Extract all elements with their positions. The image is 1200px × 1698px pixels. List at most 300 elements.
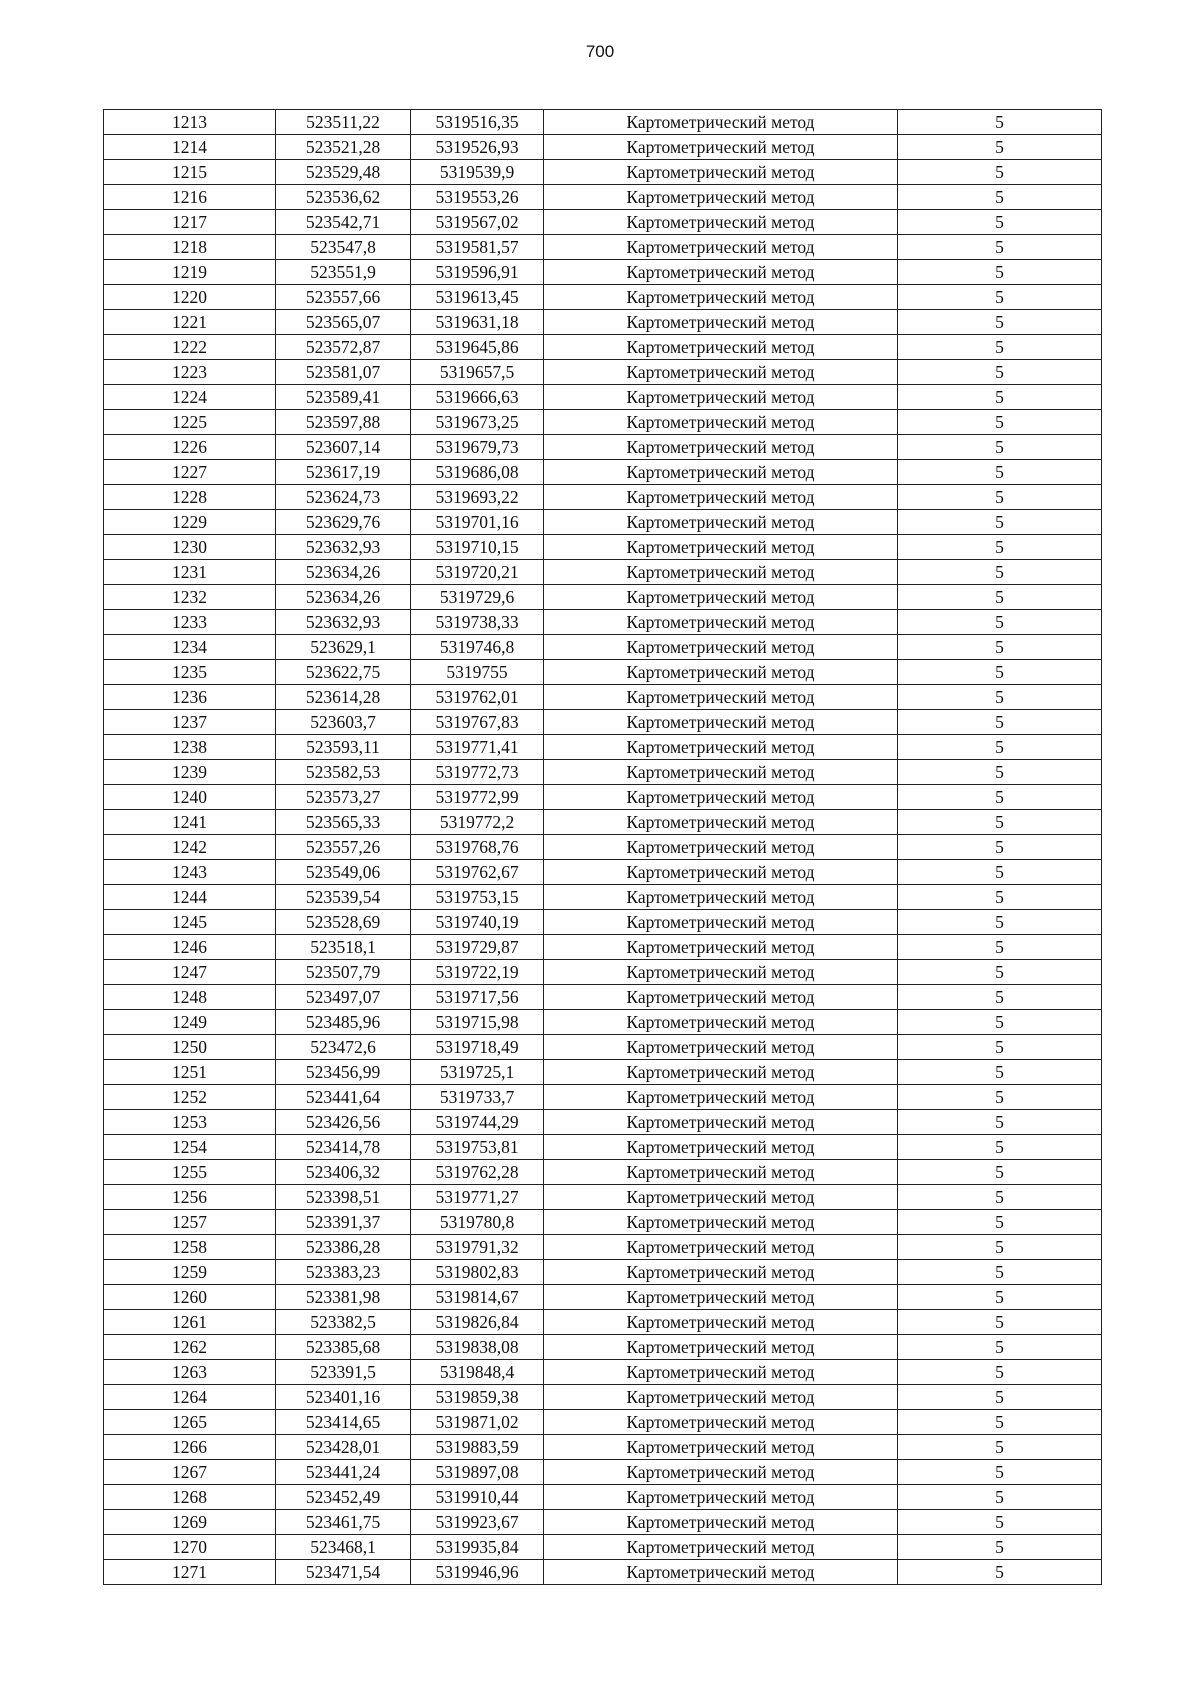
method-cell: Картометрический метод xyxy=(544,510,898,535)
x-coordinate-cell: 523565,33 xyxy=(276,810,411,835)
point-number-cell: 1257 xyxy=(104,1210,276,1235)
table-row xyxy=(104,860,1102,885)
accuracy-cell: 5 xyxy=(898,235,1102,260)
x-coordinate-cell: 523551,9 xyxy=(276,260,411,285)
y-coordinate-cell: 5319772,2 xyxy=(411,810,544,835)
x-coordinate-cell: 523629,1 xyxy=(276,635,411,660)
x-coordinate-cell: 523529,48 xyxy=(276,160,411,185)
y-coordinate-cell: 5319666,63 xyxy=(411,385,544,410)
accuracy-cell: 5 xyxy=(898,360,1102,385)
point-number-cell: 1248 xyxy=(104,985,276,1010)
accuracy-cell: 5 xyxy=(898,560,1102,585)
point-number-cell: 1271 xyxy=(104,1560,276,1585)
accuracy-cell: 5 xyxy=(898,1235,1102,1260)
method-cell: Картометрический метод xyxy=(544,735,898,760)
point-number-cell: 1232 xyxy=(104,585,276,610)
y-coordinate-cell: 5319613,45 xyxy=(411,285,544,310)
y-coordinate-cell: 5319772,73 xyxy=(411,760,544,785)
x-coordinate-cell: 523472,6 xyxy=(276,1035,411,1060)
point-number-cell: 1262 xyxy=(104,1335,276,1360)
accuracy-cell: 5 xyxy=(898,785,1102,810)
point-number-cell: 1228 xyxy=(104,485,276,510)
point-number-cell: 1252 xyxy=(104,1085,276,1110)
coordinates-table xyxy=(103,109,1102,1585)
table-row xyxy=(104,685,1102,710)
table-row xyxy=(104,1060,1102,1085)
y-coordinate-cell: 5319715,98 xyxy=(411,1010,544,1035)
method-cell: Картометрический метод xyxy=(544,1335,898,1360)
accuracy-cell: 5 xyxy=(898,510,1102,535)
table-row xyxy=(104,210,1102,235)
point-number-cell: 1240 xyxy=(104,785,276,810)
table-row xyxy=(104,135,1102,160)
coordinates-table-body xyxy=(104,110,1102,1585)
accuracy-cell: 5 xyxy=(898,585,1102,610)
table-row xyxy=(104,935,1102,960)
y-coordinate-cell: 5319553,26 xyxy=(411,185,544,210)
y-coordinate-cell: 5319673,25 xyxy=(411,410,544,435)
table-row xyxy=(104,1310,1102,1335)
point-number-cell: 1239 xyxy=(104,760,276,785)
method-cell: Картометрический метод xyxy=(544,1360,898,1385)
method-cell: Картометрический метод xyxy=(544,935,898,960)
accuracy-cell: 5 xyxy=(898,385,1102,410)
y-coordinate-cell: 5319729,6 xyxy=(411,585,544,610)
method-cell: Картометрический метод xyxy=(544,485,898,510)
point-number-cell: 1225 xyxy=(104,410,276,435)
point-number-cell: 1268 xyxy=(104,1485,276,1510)
method-cell: Картометрический метод xyxy=(544,210,898,235)
x-coordinate-cell: 523542,71 xyxy=(276,210,411,235)
table-row xyxy=(104,1435,1102,1460)
y-coordinate-cell: 5319693,22 xyxy=(411,485,544,510)
table-row xyxy=(104,1135,1102,1160)
method-cell: Картометрический метод xyxy=(544,385,898,410)
x-coordinate-cell: 523381,98 xyxy=(276,1285,411,1310)
method-cell: Картометрический метод xyxy=(544,1185,898,1210)
x-coordinate-cell: 523385,68 xyxy=(276,1335,411,1360)
point-number-cell: 1265 xyxy=(104,1410,276,1435)
table-row xyxy=(104,560,1102,585)
method-cell: Картометрический метод xyxy=(544,960,898,985)
y-coordinate-cell: 5319744,29 xyxy=(411,1110,544,1135)
method-cell: Картометрический метод xyxy=(544,760,898,785)
accuracy-cell: 5 xyxy=(898,1435,1102,1460)
method-cell: Картометрический метод xyxy=(544,1510,898,1535)
table-row xyxy=(104,1260,1102,1285)
method-cell: Картометрический метод xyxy=(544,1310,898,1335)
point-number-cell: 1269 xyxy=(104,1510,276,1535)
method-cell: Картометрический метод xyxy=(544,1010,898,1035)
method-cell: Картометрический метод xyxy=(544,1035,898,1060)
accuracy-cell: 5 xyxy=(898,285,1102,310)
y-coordinate-cell: 5319826,84 xyxy=(411,1310,544,1335)
method-cell: Картометрический метод xyxy=(544,660,898,685)
y-coordinate-cell: 5319897,08 xyxy=(411,1460,544,1485)
y-coordinate-cell: 5319686,08 xyxy=(411,460,544,485)
method-cell: Картометрический метод xyxy=(544,235,898,260)
accuracy-cell: 5 xyxy=(898,1535,1102,1560)
table-row xyxy=(104,710,1102,735)
y-coordinate-cell: 5319733,7 xyxy=(411,1085,544,1110)
point-number-cell: 1214 xyxy=(104,135,276,160)
accuracy-cell: 5 xyxy=(898,1110,1102,1135)
y-coordinate-cell: 5319596,91 xyxy=(411,260,544,285)
accuracy-cell: 5 xyxy=(898,260,1102,285)
y-coordinate-cell: 5319848,4 xyxy=(411,1360,544,1385)
accuracy-cell: 5 xyxy=(898,760,1102,785)
x-coordinate-cell: 523391,37 xyxy=(276,1210,411,1235)
method-cell: Картометрический метод xyxy=(544,435,898,460)
x-coordinate-cell: 523507,79 xyxy=(276,960,411,985)
y-coordinate-cell: 5319679,73 xyxy=(411,435,544,460)
accuracy-cell: 5 xyxy=(898,1260,1102,1285)
table-row xyxy=(104,410,1102,435)
method-cell: Картометрический метод xyxy=(544,860,898,885)
point-number-cell: 1213 xyxy=(104,110,276,135)
y-coordinate-cell: 5319838,08 xyxy=(411,1335,544,1360)
table-row xyxy=(104,960,1102,985)
method-cell: Картометрический метод xyxy=(544,310,898,335)
point-number-cell: 1216 xyxy=(104,185,276,210)
x-coordinate-cell: 523597,88 xyxy=(276,410,411,435)
y-coordinate-cell: 5319946,96 xyxy=(411,1560,544,1585)
x-coordinate-cell: 523518,1 xyxy=(276,935,411,960)
method-cell: Картометрический метод xyxy=(544,1110,898,1135)
y-coordinate-cell: 5319631,18 xyxy=(411,310,544,335)
y-coordinate-cell: 5319802,83 xyxy=(411,1260,544,1285)
y-coordinate-cell: 5319717,56 xyxy=(411,985,544,1010)
accuracy-cell: 5 xyxy=(898,435,1102,460)
x-coordinate-cell: 523607,14 xyxy=(276,435,411,460)
accuracy-cell: 5 xyxy=(898,960,1102,985)
point-number-cell: 1256 xyxy=(104,1185,276,1210)
y-coordinate-cell: 5319762,28 xyxy=(411,1160,544,1185)
table-row xyxy=(104,485,1102,510)
point-number-cell: 1244 xyxy=(104,885,276,910)
method-cell: Картометрический метод xyxy=(544,1460,898,1485)
table-row xyxy=(104,285,1102,310)
x-coordinate-cell: 523536,62 xyxy=(276,185,411,210)
accuracy-cell: 5 xyxy=(898,1510,1102,1535)
accuracy-cell: 5 xyxy=(898,985,1102,1010)
x-coordinate-cell: 523614,28 xyxy=(276,685,411,710)
table-row xyxy=(104,1235,1102,1260)
accuracy-cell: 5 xyxy=(898,1010,1102,1035)
accuracy-cell: 5 xyxy=(898,1360,1102,1385)
table-row xyxy=(104,1010,1102,1035)
point-number-cell: 1229 xyxy=(104,510,276,535)
method-cell: Картометрический метод xyxy=(544,460,898,485)
table-row xyxy=(104,1410,1102,1435)
x-coordinate-cell: 523521,28 xyxy=(276,135,411,160)
point-number-cell: 1230 xyxy=(104,535,276,560)
accuracy-cell: 5 xyxy=(898,160,1102,185)
x-coordinate-cell: 523624,73 xyxy=(276,485,411,510)
point-number-cell: 1246 xyxy=(104,935,276,960)
table-row xyxy=(104,535,1102,560)
method-cell: Картометрический метод xyxy=(544,985,898,1010)
method-cell: Картометрический метод xyxy=(544,835,898,860)
y-coordinate-cell: 5319718,49 xyxy=(411,1035,544,1060)
method-cell: Картометрический метод xyxy=(544,1560,898,1585)
point-number-cell: 1238 xyxy=(104,735,276,760)
x-coordinate-cell: 523386,28 xyxy=(276,1235,411,1260)
accuracy-cell: 5 xyxy=(898,410,1102,435)
table-row xyxy=(104,1510,1102,1535)
point-number-cell: 1251 xyxy=(104,1060,276,1085)
y-coordinate-cell: 5319859,38 xyxy=(411,1385,544,1410)
x-coordinate-cell: 523441,24 xyxy=(276,1460,411,1485)
method-cell: Картометрический метод xyxy=(544,1535,898,1560)
y-coordinate-cell: 5319755 xyxy=(411,660,544,685)
x-coordinate-cell: 523528,69 xyxy=(276,910,411,935)
point-number-cell: 1217 xyxy=(104,210,276,235)
x-coordinate-cell: 523593,11 xyxy=(276,735,411,760)
method-cell: Картометрический метод xyxy=(544,1410,898,1435)
point-number-cell: 1220 xyxy=(104,285,276,310)
point-number-cell: 1267 xyxy=(104,1460,276,1485)
x-coordinate-cell: 523485,96 xyxy=(276,1010,411,1035)
table-row xyxy=(104,735,1102,760)
table-row xyxy=(104,1335,1102,1360)
accuracy-cell: 5 xyxy=(898,710,1102,735)
point-number-cell: 1259 xyxy=(104,1260,276,1285)
x-coordinate-cell: 523471,54 xyxy=(276,1560,411,1585)
table-row xyxy=(104,435,1102,460)
method-cell: Картометрический метод xyxy=(544,910,898,935)
table-row xyxy=(104,1210,1102,1235)
y-coordinate-cell: 5319581,57 xyxy=(411,235,544,260)
y-coordinate-cell: 5319753,81 xyxy=(411,1135,544,1160)
accuracy-cell: 5 xyxy=(898,1460,1102,1485)
method-cell: Картометрический метод xyxy=(544,1135,898,1160)
x-coordinate-cell: 523589,41 xyxy=(276,385,411,410)
accuracy-cell: 5 xyxy=(898,1485,1102,1510)
table-row xyxy=(104,160,1102,185)
table-row xyxy=(104,460,1102,485)
table-row xyxy=(104,260,1102,285)
point-number-cell: 1250 xyxy=(104,1035,276,1060)
accuracy-cell: 5 xyxy=(898,835,1102,860)
table-row xyxy=(104,635,1102,660)
method-cell: Картометрический метод xyxy=(544,1210,898,1235)
point-number-cell: 1227 xyxy=(104,460,276,485)
method-cell: Картометрический метод xyxy=(544,1085,898,1110)
point-number-cell: 1231 xyxy=(104,560,276,585)
method-cell: Картометрический метод xyxy=(544,185,898,210)
table-row xyxy=(104,1460,1102,1485)
y-coordinate-cell: 5319772,99 xyxy=(411,785,544,810)
x-coordinate-cell: 523549,06 xyxy=(276,860,411,885)
y-coordinate-cell: 5319768,76 xyxy=(411,835,544,860)
point-number-cell: 1219 xyxy=(104,260,276,285)
table-row xyxy=(104,1535,1102,1560)
y-coordinate-cell: 5319657,5 xyxy=(411,360,544,385)
point-number-cell: 1242 xyxy=(104,835,276,860)
table-row xyxy=(104,110,1102,135)
accuracy-cell: 5 xyxy=(898,110,1102,135)
table-row xyxy=(104,1385,1102,1410)
x-coordinate-cell: 523406,32 xyxy=(276,1160,411,1185)
x-coordinate-cell: 523468,1 xyxy=(276,1535,411,1560)
accuracy-cell: 5 xyxy=(898,910,1102,935)
x-coordinate-cell: 523632,93 xyxy=(276,535,411,560)
method-cell: Картометрический метод xyxy=(544,160,898,185)
method-cell: Картометрический метод xyxy=(544,285,898,310)
x-coordinate-cell: 523452,49 xyxy=(276,1485,411,1510)
accuracy-cell: 5 xyxy=(898,1160,1102,1185)
point-number-cell: 1237 xyxy=(104,710,276,735)
point-number-cell: 1254 xyxy=(104,1135,276,1160)
table-row xyxy=(104,1185,1102,1210)
accuracy-cell: 5 xyxy=(898,210,1102,235)
y-coordinate-cell: 5319729,87 xyxy=(411,935,544,960)
point-number-cell: 1224 xyxy=(104,385,276,410)
point-number-cell: 1258 xyxy=(104,1235,276,1260)
point-number-cell: 1263 xyxy=(104,1360,276,1385)
accuracy-cell: 5 xyxy=(898,185,1102,210)
accuracy-cell: 5 xyxy=(898,1285,1102,1310)
accuracy-cell: 5 xyxy=(898,610,1102,635)
accuracy-cell: 5 xyxy=(898,1135,1102,1160)
table-row xyxy=(104,1360,1102,1385)
table-row xyxy=(104,1110,1102,1135)
method-cell: Картометрический метод xyxy=(544,810,898,835)
x-coordinate-cell: 523581,07 xyxy=(276,360,411,385)
x-coordinate-cell: 523617,19 xyxy=(276,460,411,485)
x-coordinate-cell: 523603,7 xyxy=(276,710,411,735)
x-coordinate-cell: 523456,99 xyxy=(276,1060,411,1085)
point-number-cell: 1223 xyxy=(104,360,276,385)
accuracy-cell: 5 xyxy=(898,685,1102,710)
x-coordinate-cell: 523441,64 xyxy=(276,1085,411,1110)
y-coordinate-cell: 5319791,32 xyxy=(411,1235,544,1260)
method-cell: Картометрический метод xyxy=(544,1060,898,1085)
point-number-cell: 1241 xyxy=(104,810,276,835)
point-number-cell: 1264 xyxy=(104,1385,276,1410)
method-cell: Картометрический метод xyxy=(544,360,898,385)
point-number-cell: 1236 xyxy=(104,685,276,710)
method-cell: Картометрический метод xyxy=(544,610,898,635)
point-number-cell: 1253 xyxy=(104,1110,276,1135)
y-coordinate-cell: 5319771,41 xyxy=(411,735,544,760)
y-coordinate-cell: 5319738,33 xyxy=(411,610,544,635)
method-cell: Картометрический метод xyxy=(544,110,898,135)
accuracy-cell: 5 xyxy=(898,135,1102,160)
accuracy-cell: 5 xyxy=(898,535,1102,560)
y-coordinate-cell: 5319762,01 xyxy=(411,685,544,710)
point-number-cell: 1247 xyxy=(104,960,276,985)
y-coordinate-cell: 5319567,02 xyxy=(411,210,544,235)
table-row xyxy=(104,1035,1102,1060)
x-coordinate-cell: 523511,22 xyxy=(276,110,411,135)
x-coordinate-cell: 523401,16 xyxy=(276,1385,411,1410)
y-coordinate-cell: 5319746,8 xyxy=(411,635,544,660)
method-cell: Картометрический метод xyxy=(544,560,898,585)
x-coordinate-cell: 523414,78 xyxy=(276,1135,411,1160)
y-coordinate-cell: 5319771,27 xyxy=(411,1185,544,1210)
y-coordinate-cell: 5319539,9 xyxy=(411,160,544,185)
method-cell: Картометрический метод xyxy=(544,1485,898,1510)
method-cell: Картометрический метод xyxy=(544,135,898,160)
point-number-cell: 1215 xyxy=(104,160,276,185)
y-coordinate-cell: 5319740,19 xyxy=(411,910,544,935)
y-coordinate-cell: 5319871,02 xyxy=(411,1410,544,1435)
y-coordinate-cell: 5319526,93 xyxy=(411,135,544,160)
table-row xyxy=(104,385,1102,410)
y-coordinate-cell: 5319710,15 xyxy=(411,535,544,560)
y-coordinate-cell: 5319725,1 xyxy=(411,1060,544,1085)
accuracy-cell: 5 xyxy=(898,660,1102,685)
method-cell: Картометрический метод xyxy=(544,410,898,435)
x-coordinate-cell: 523539,54 xyxy=(276,885,411,910)
y-coordinate-cell: 5319516,35 xyxy=(411,110,544,135)
x-coordinate-cell: 523547,8 xyxy=(276,235,411,260)
accuracy-cell: 5 xyxy=(898,485,1102,510)
y-coordinate-cell: 5319923,67 xyxy=(411,1510,544,1535)
y-coordinate-cell: 5319780,8 xyxy=(411,1210,544,1235)
accuracy-cell: 5 xyxy=(898,1410,1102,1435)
table-row xyxy=(104,885,1102,910)
point-number-cell: 1255 xyxy=(104,1160,276,1185)
accuracy-cell: 5 xyxy=(898,810,1102,835)
y-coordinate-cell: 5319645,86 xyxy=(411,335,544,360)
accuracy-cell: 5 xyxy=(898,735,1102,760)
accuracy-cell: 5 xyxy=(898,1310,1102,1335)
y-coordinate-cell: 5319722,19 xyxy=(411,960,544,985)
accuracy-cell: 5 xyxy=(898,1185,1102,1210)
page-number: 700 xyxy=(585,42,615,61)
x-coordinate-cell: 523461,75 xyxy=(276,1510,411,1535)
accuracy-cell: 5 xyxy=(898,310,1102,335)
table-row xyxy=(104,835,1102,860)
method-cell: Картометрический метод xyxy=(544,1285,898,1310)
x-coordinate-cell: 523557,26 xyxy=(276,835,411,860)
table-row xyxy=(104,985,1102,1010)
method-cell: Картометрический метод xyxy=(544,585,898,610)
method-cell: Картометрический метод xyxy=(544,685,898,710)
x-coordinate-cell: 523428,01 xyxy=(276,1435,411,1460)
method-cell: Картометрический метод xyxy=(544,635,898,660)
point-number-cell: 1234 xyxy=(104,635,276,660)
point-number-cell: 1243 xyxy=(104,860,276,885)
y-coordinate-cell: 5319767,83 xyxy=(411,710,544,735)
x-coordinate-cell: 523632,93 xyxy=(276,610,411,635)
accuracy-cell: 5 xyxy=(898,885,1102,910)
point-number-cell: 1221 xyxy=(104,310,276,335)
accuracy-cell: 5 xyxy=(898,1035,1102,1060)
table-row xyxy=(104,510,1102,535)
x-coordinate-cell: 523582,53 xyxy=(276,760,411,785)
accuracy-cell: 5 xyxy=(898,860,1102,885)
x-coordinate-cell: 523629,76 xyxy=(276,510,411,535)
table-row xyxy=(104,810,1102,835)
method-cell: Картометрический метод xyxy=(544,885,898,910)
x-coordinate-cell: 523573,27 xyxy=(276,785,411,810)
x-coordinate-cell: 523398,51 xyxy=(276,1185,411,1210)
accuracy-cell: 5 xyxy=(898,1385,1102,1410)
method-cell: Картометрический метод xyxy=(544,1260,898,1285)
point-number-cell: 1235 xyxy=(104,660,276,685)
x-coordinate-cell: 523383,23 xyxy=(276,1260,411,1285)
y-coordinate-cell: 5319883,59 xyxy=(411,1435,544,1460)
y-coordinate-cell: 5319753,15 xyxy=(411,885,544,910)
x-coordinate-cell: 523557,66 xyxy=(276,285,411,310)
table-row xyxy=(104,910,1102,935)
accuracy-cell: 5 xyxy=(898,635,1102,660)
y-coordinate-cell: 5319935,84 xyxy=(411,1535,544,1560)
